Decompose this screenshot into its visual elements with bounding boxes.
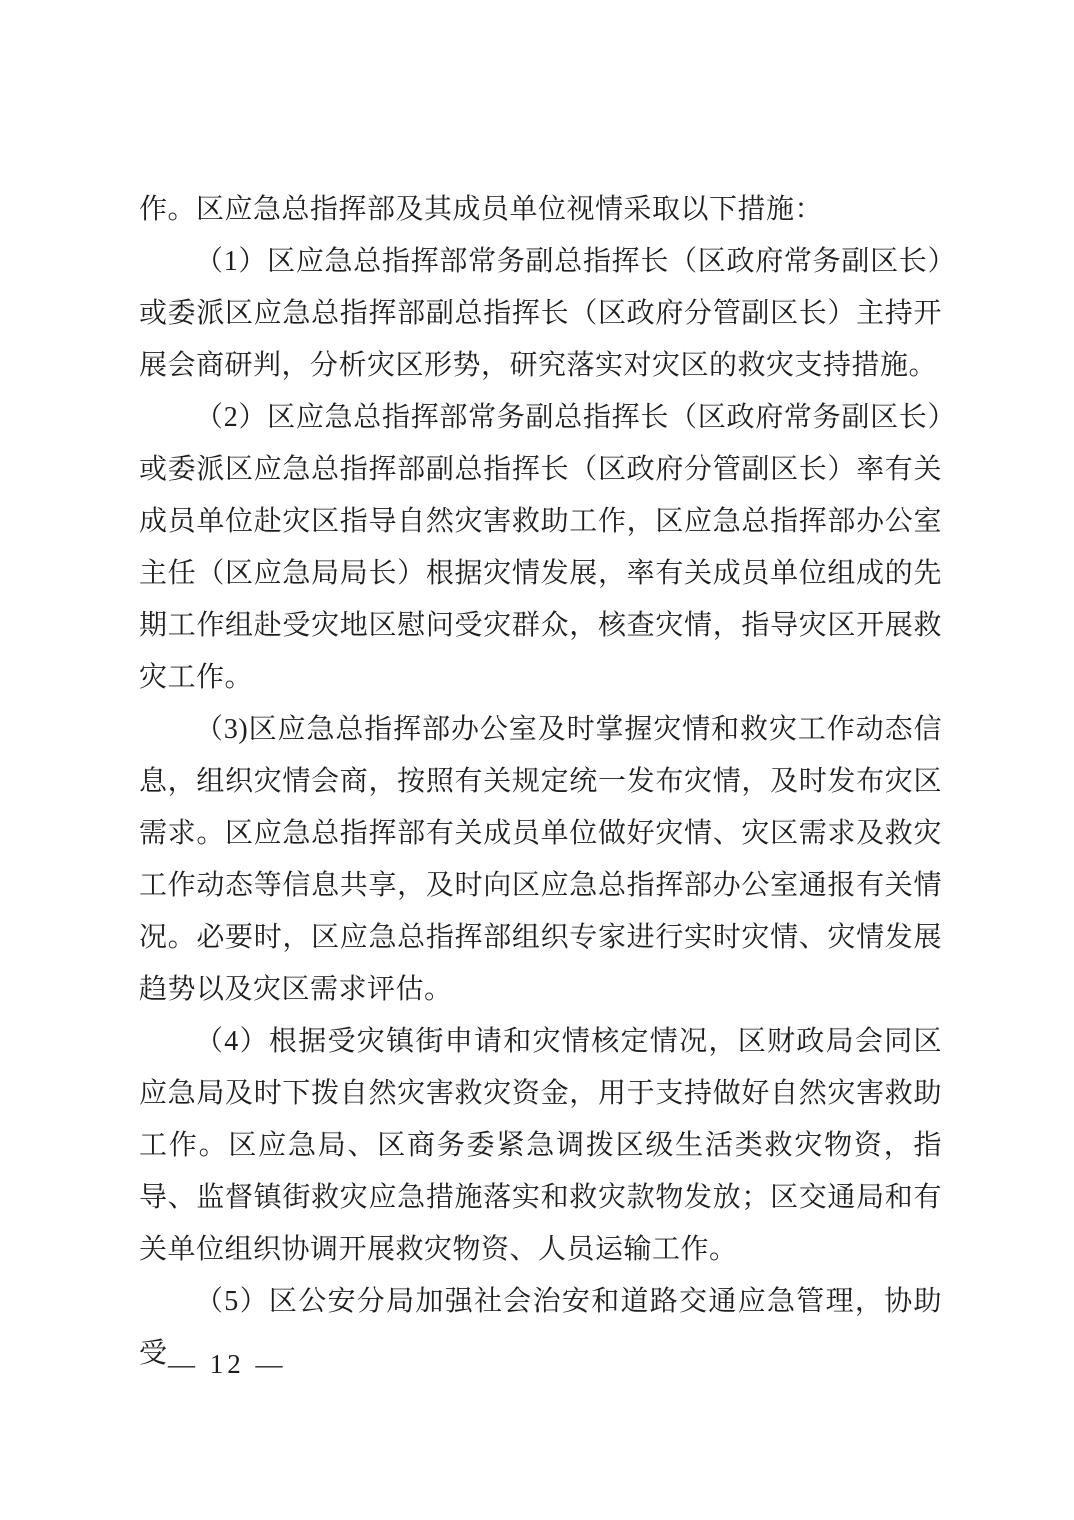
page-number: — 12 —: [168, 1349, 287, 1379]
paragraph-item-3: （3)区应急总指挥部办公室及时掌握灾情和救灾工作动态信息，组织灾情会商，按照有关规定统一发布灾情，及时发布灾区需求。区应急总指挥部有关成员单位做好灾情、灾区需求及救灾工作动态等信息共享，及时向区应急总指挥部办公室通报有关情况。必要时，区应急总指挥部组织专家进行实时灾情、灾情发展趋势以及灾区需求评估。: [139, 714, 942, 1005]
paragraph-continuation: 作。区应急总指挥部及其成员单位视情采取以下措施：: [139, 194, 824, 225]
paragraph-item-4: （4）根据受灾镇街申请和灾情核定情况，区财政局会同区应急局及时下拨自然灾害救灾资金，用于支持做好自然灾害救助工作。区应急局、区商务委紧急调拨区级生活类救灾物资，指导、监督镇街救灾应急措施落实和救灾款物发放；区交通局和有关单位组织协调开展救灾物资、人员运输工作。: [139, 1026, 942, 1265]
paragraph-item-5: （5）区公安分局加强社会治安和道路交通应急管理，协助受: [139, 1286, 942, 1369]
page-body-text: [139, 184, 942, 1380]
paragraph-item-1: （1）区应急总指挥部常务副总指挥长（区政府常务副区长）或委派区应急总指挥部副总指挥长（区政府分管副区长）主持开展会商研判，分析灾区形势，研究落实对灾区的救灾支持措施。: [139, 246, 942, 381]
paragraph-item-2: （2）区应急总指挥部常务副总指挥长（区政府常务副区长）或委派区应急总指挥部副总指挥长（区政府分管副区长）率有关成员单位赴灾区指导自然灾害救助工作，区应急总指挥部办公室主任（区应急局局长）根据灾情发展，率有关成员单位组成的先期工作组赴受灾地区慰问受灾群众，核查灾情，指导灾区开展救灾工作。: [139, 402, 942, 693]
